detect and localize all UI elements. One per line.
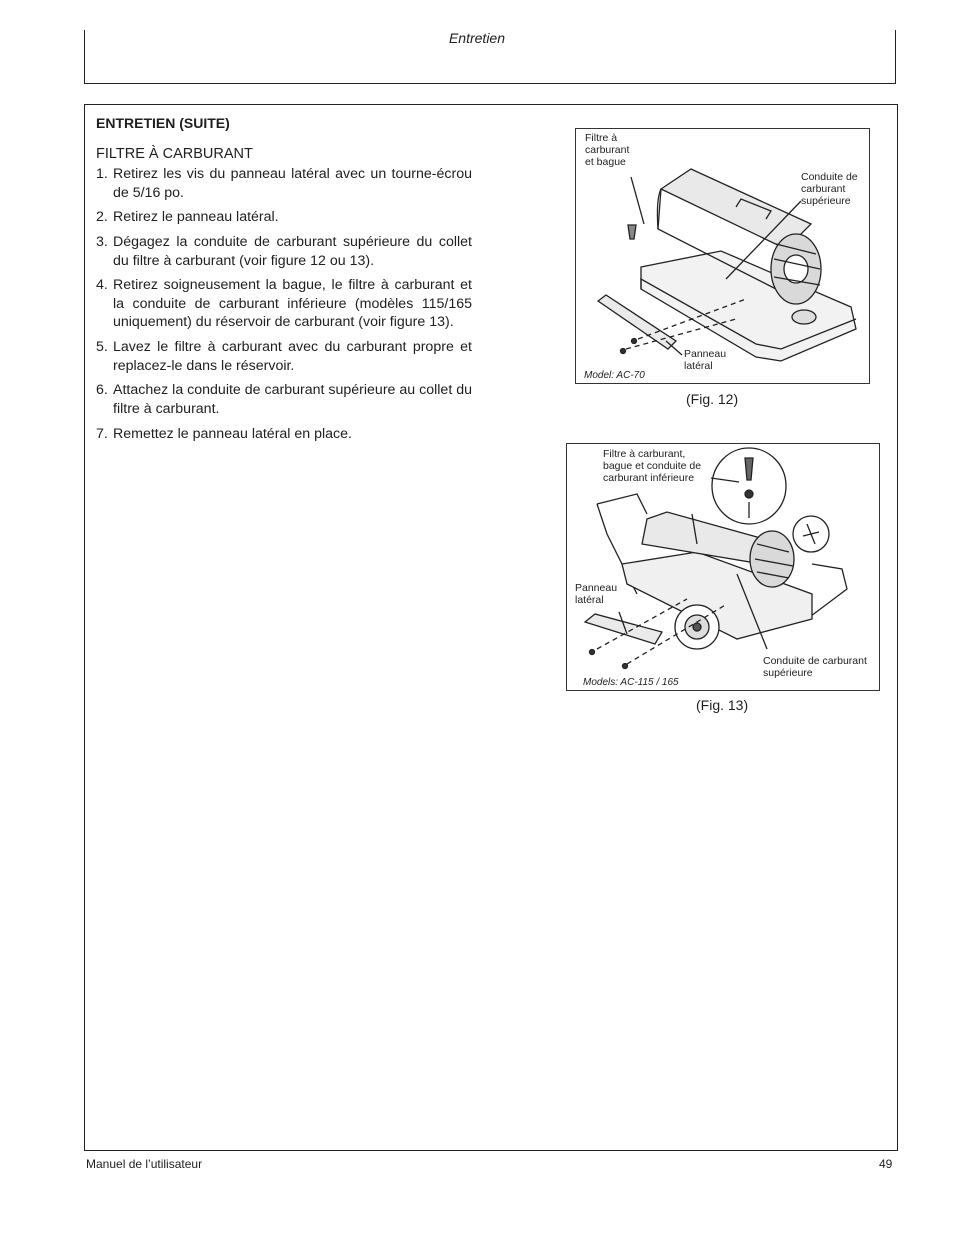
label-fuel-filter-ring: Filtre à carburant et bague xyxy=(585,132,630,168)
step-item: 3. Dégagez la conduite de carburant supérieure du collet du filtre à carburant (voir figure 12 ou 13). xyxy=(96,234,472,269)
figure-12 xyxy=(575,128,870,384)
figure-13 xyxy=(566,443,880,691)
step-item: 4. Retirez soigneusement la bague, le filtre à carburant et la conduite de carburant inférieure (modèles 115/165 uniquement) du réservoir de carburant (voir figure 13). xyxy=(96,277,472,331)
step-item: 5. Lavez le filtre à carburant avec du carburant propre et replacez-le dans le réservoir. xyxy=(96,339,472,374)
section-title: ENTRETIEN (SUITE) xyxy=(96,115,230,131)
step-item: 7. Remettez le panneau latéral en place. xyxy=(96,425,352,442)
figure-13-caption: (Fig. 13) xyxy=(696,697,749,713)
model-label: Models: AC-115 / 165 xyxy=(583,677,679,688)
figure-12-caption: (Fig. 12) xyxy=(686,391,739,407)
section-subhead: FILTRE À CARBURANT xyxy=(96,146,253,162)
footer-manual-title: Manuel de l’utilisateur xyxy=(86,1157,203,1171)
label-upper-fuel-line: Conduite de carburant supérieure xyxy=(763,655,867,679)
step-item: 6. Attachez la conduite de carburant supérieure au collet du filtre à carburant. xyxy=(96,382,472,417)
label-fuel-filter-ring-lower-line: Filtre à carburant, bague et conduite de carburant inférieure xyxy=(603,448,702,484)
model-label: Model: AC-70 xyxy=(584,370,645,381)
header-title: Entretien xyxy=(448,30,506,46)
steps-list xyxy=(96,165,472,450)
label-side-panel: Panneau latéral xyxy=(575,582,618,606)
label-side-panel: Panneau latéral xyxy=(684,348,727,372)
page-number: 49 xyxy=(879,1157,893,1171)
label-upper-fuel-line: Conduite de carburant supérieure xyxy=(801,171,858,207)
step-item: 1. Retirez les vis du panneau latéral avec un tourne-écrou de 5/16 po. xyxy=(96,166,472,201)
step-item: 2. Retirez le panneau latéral. xyxy=(96,209,279,226)
